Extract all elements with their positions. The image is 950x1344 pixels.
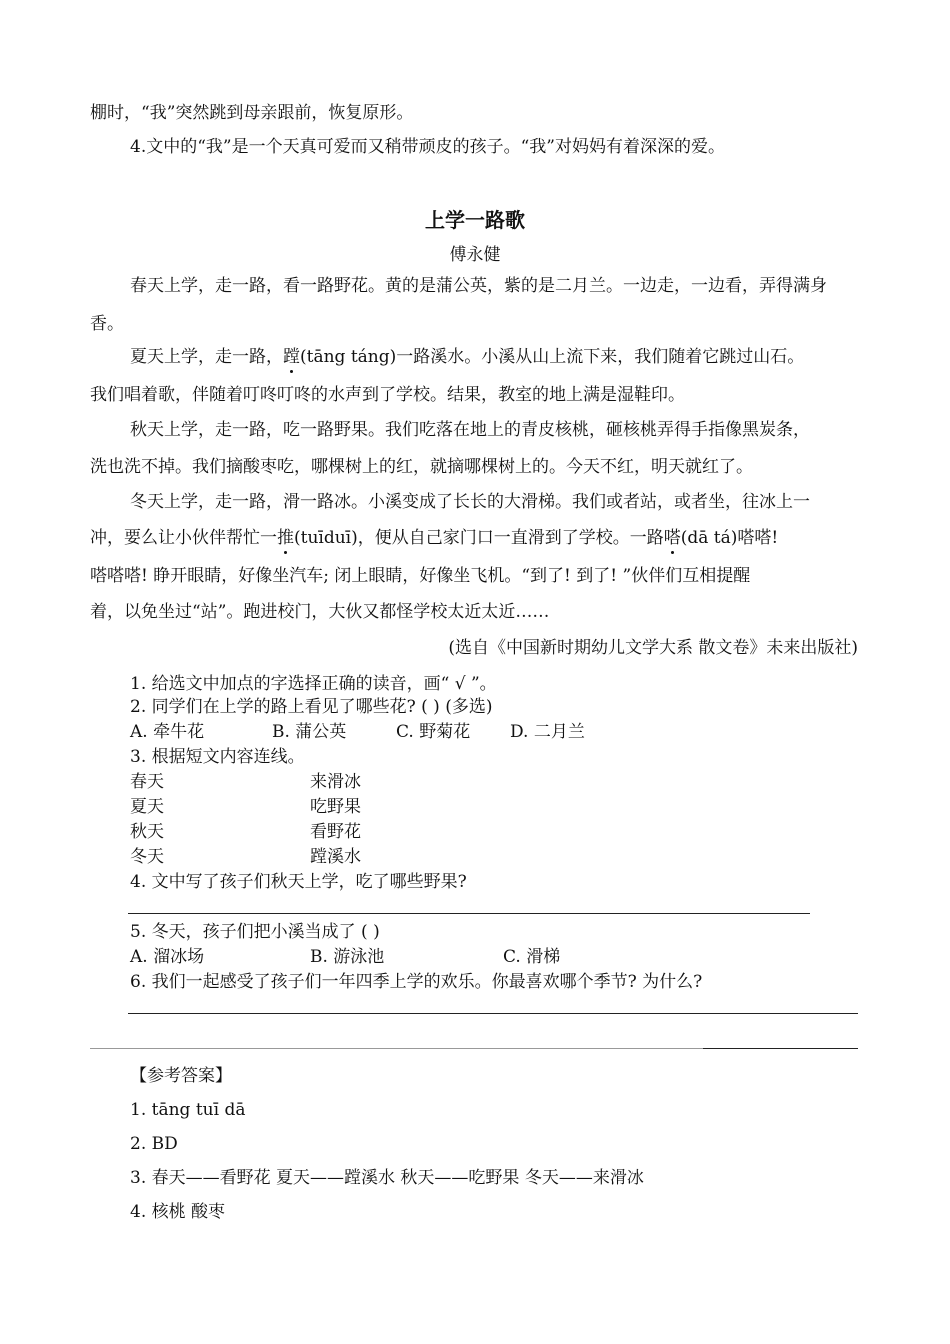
paragraph-3-line-2: 洗也洗不掉。我们摘酸枣吃，哪棵树上的红，就摘哪棵树上的。今天不红，明天就红了。	[90, 457, 753, 477]
paragraph-2-line-2: 我们唱着歌，伴随着叮咚叮咚的水声到了学校。结果，教室的地上满是湿鞋印。	[90, 385, 685, 405]
question-2-option-d: D. 二月兰	[510, 722, 585, 742]
top-line-1: 棚时，“我”突然跳到母亲跟前，恢复原形。	[90, 103, 414, 123]
question-5-option-b: B. 游泳池	[310, 947, 385, 967]
question-2: 2. 同学们在上学的路上看见了哪些花? ( ) (多选)	[130, 697, 493, 717]
paragraph-4-text-a: 冲，要么让小伙伴帮忙一	[90, 528, 277, 548]
question-2-option-c: C. 野菊花	[396, 722, 471, 742]
match-left-item: 春天	[130, 772, 164, 792]
paragraph-4-text-c: (dā tá)嗒嗒!	[680, 528, 779, 548]
match-left-item: 夏天	[130, 797, 164, 817]
paragraph-4-line-3: 嗒嗒嗒! 睁开眼睛，好像坐汽车; 闭上眼睛，好像坐飞机。“到了! 到了! ”伙伴们互相提醒	[90, 566, 751, 586]
paragraph-4-line-2	[90, 526, 778, 550]
dotted-char-tui: 推	[277, 528, 294, 548]
match-left-item: 秋天	[130, 822, 164, 842]
paragraph-2-text-b: (tāng táng)一路溪水。小溪从山上流下来，我们随着它跳过山石。	[300, 347, 805, 367]
match-right-item: 来滑冰	[310, 772, 361, 792]
answers-heading: 【参考答案】	[130, 1066, 232, 1086]
article-title: 上学一路歌	[425, 208, 525, 232]
match-right-item: 蹚溪水	[310, 847, 361, 867]
question-5-option-c: C. 滑梯	[503, 947, 561, 967]
dotted-char-tang: 蹚	[283, 347, 300, 367]
paragraph-4-line-1: 冬天上学，走一路，滑一路冰。小溪变成了长长的大滑梯。我们或者站，或者坐，往冰上一	[130, 492, 810, 512]
question-3: 3. 根据短文内容连线。	[130, 747, 305, 767]
dotted-char-da: 嗒	[663, 528, 681, 548]
paragraph-1-line-1: 春天上学，走一路，看一路野花。黄的是蒲公英，紫的是二月兰。一边走，一边看，弄得满身	[130, 276, 827, 296]
question-5-option-a: A. 溜冰场	[130, 947, 205, 967]
answer-line-extra	[703, 1048, 858, 1049]
answer-1: 1. tāng tuī dā	[130, 1100, 246, 1120]
question-4: 4. 文中写了孩子们秋天上学，吃了哪些野果?	[130, 872, 467, 892]
top-line-2: 4.文中的“我”是一个天真可爱而又稍带顽皮的孩子。“我”对妈妈有着深深的爱。	[130, 137, 725, 157]
paragraph-1-line-2: 香。	[90, 314, 124, 334]
question-2-option-b: B. 蒲公英	[272, 722, 347, 742]
paragraph-4-text-b: (tuīduī)，便从自己家门口一直滑到了学校。一路	[294, 528, 664, 548]
question-6: 6. 我们一起感受了孩子们一年四季上学的欢乐。你最喜欢哪个季节? 为什么?	[130, 972, 703, 992]
match-left-item: 冬天	[130, 847, 164, 867]
match-right-item: 看野花	[310, 822, 361, 842]
article-author: 傅永健	[449, 245, 501, 265]
question-2-option-a: A. 牵牛花	[130, 722, 205, 742]
answer-4: 4. 核桃 酸枣	[130, 1202, 226, 1222]
paragraph-2-line-1	[130, 345, 804, 369]
paragraph-3-line-1: 秋天上学，走一路，吃一路野果。我们吃落在地上的青皮核桃，砸核桃弄得手指像黑炭条，	[130, 420, 810, 440]
answer-3: 3. 春天——看野花 夏天——蹚溪水 秋天——吃野果 冬天——来滑冰	[130, 1168, 644, 1188]
answer-line-q4	[128, 913, 810, 914]
question-1: 1. 给选文中加点的字选择正确的读音，画“ √ ”。	[130, 674, 497, 694]
answer-line-q6	[128, 1013, 858, 1014]
paragraph-4-line-4: 着，以免坐过“站”。跑进校门，大伙又都怪学校太近太近……	[90, 602, 550, 622]
match-right-item: 吃野果	[310, 797, 361, 817]
paragraph-2-text-a: 夏天上学，走一路，	[130, 347, 283, 367]
article-source: (选自《中国新时期幼儿文学大系 散文卷》未来出版社)	[448, 638, 858, 658]
answer-2: 2. BD	[130, 1134, 178, 1154]
question-5: 5. 冬天，孩子们把小溪当成了 ( )	[130, 922, 380, 942]
